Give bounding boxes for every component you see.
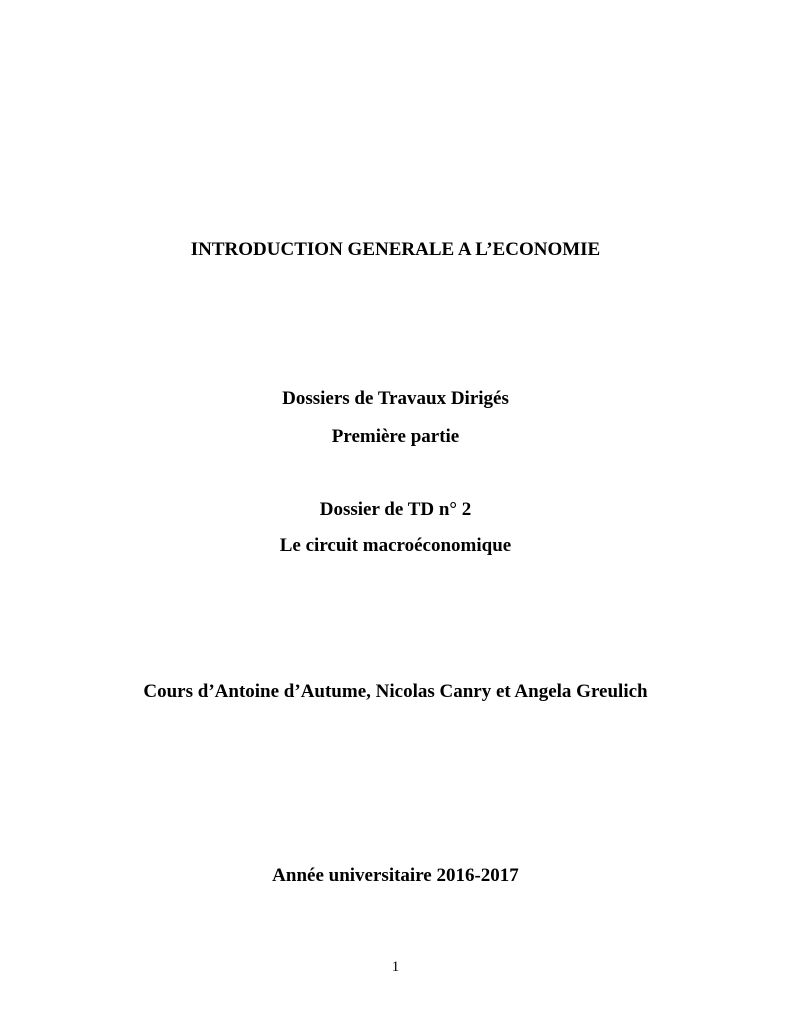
document-title: INTRODUCTION GENERALE A L’ECONOMIE xyxy=(190,239,601,260)
dossier-number: Dossier de TD n° 2 xyxy=(319,499,472,520)
page-number: 1 xyxy=(391,959,400,975)
course-credit: Cours d’Antoine d’Autume, Nicolas Canry et Angela Greulich xyxy=(143,681,648,702)
subtitle-dossiers: Dossiers de Travaux Dirigés xyxy=(282,388,509,409)
academic-year: Année universitaire 2016-2017 xyxy=(272,865,519,886)
dossier-topic: Le circuit macroéconomique xyxy=(279,535,512,556)
subtitle-part: Première partie xyxy=(331,426,460,447)
